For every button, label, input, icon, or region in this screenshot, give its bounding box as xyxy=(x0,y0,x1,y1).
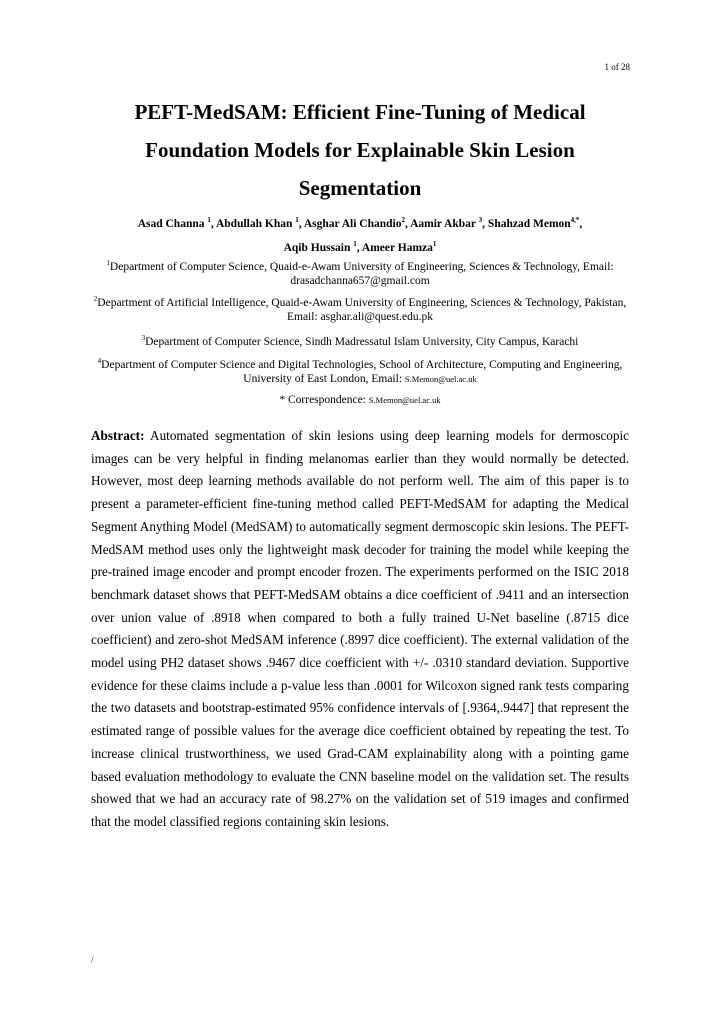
footer-mark: / xyxy=(91,955,94,965)
author: Aqib Hussain $^1$, xyxy=(283,239,362,254)
affiliation: $^1$Department of Computer Science, Quaid-e-Awam University of Engineering, Sciences & Technology, Email: drasadchanna657@gmail.com xyxy=(106,259,614,287)
author: Asghar Ali Chandio$^2$, xyxy=(303,216,411,230)
affiliation: $^2$Department of Artificial Intelligence, Quaid-e-Awam University of Engineering, Sciences & Technology, Pakistan, Email: asghar.ali@quest.edu.pk xyxy=(93,295,627,323)
abstract xyxy=(91,425,629,834)
email-link[interactable]: S.Memon@uel.ac.uk xyxy=(368,395,441,405)
author: Aamir Akbar $^3$, xyxy=(410,216,488,230)
affiliation: $^4$Department of Computer Science and Digital Technologies, School of Architecture, Computing and Engineering, University of East London, Email: S.Memon@uel.ac.uk xyxy=(97,357,623,385)
author: Shahzad Memon$^{4,*}$, xyxy=(487,216,583,230)
correspondence: * Correspondence: S.Memon@uel.ac.uk xyxy=(279,394,441,406)
author: Ameer Hamza$^1$ xyxy=(361,239,437,254)
author: Asad Channa $^1$, xyxy=(137,216,216,230)
page-number: 1 of 28 xyxy=(604,62,630,72)
email-link[interactable]: S.Memon@uel.ac.uk xyxy=(404,373,477,384)
author-list xyxy=(90,210,630,258)
abstract-text: Automated segmentation of skin lesions using deep learning models for dermoscopic images can be very helpful in finding melanomas earlier than they would normally be detected. However, most deep learning methods available do not perform well. The aim of this paper is to present a parameter-efficient fine-tuning method called PEFT-MedSAM for adapting the Medical Segment Anything Model (MedSAM) to automatically segment dermoscopic skin lesions. The PEFT-MedSAM method uses only the lightweight mask decoder for training the model while keeping the pre-trained image encoder and prompt encoder frozen. The experiments performed on the ISIC 2018 benchmark dataset shows that PEFT-MedSAM obtains a dice coefficient of .9411 and an intersection over union value of .8918 when compared to both a fully trained U-Net baseline (.8715 dice coefficient) and zero-shot MedSAM inference (.8997 dice coefficient). The external validation of the model using PH2 dataset shows .9467 dice coefficient with +/- .0310 standard deviation. Supportive evidence for these claims include a p-value less than .0001 for Wilcoxon signed rank tests comparing the two datasets and bootstrap-estimated 95% confidence intervals of [.9364,.9447] that represent the estimated range of possible values for the average dice coefficient obtained by repeating the test. To increase clinical trustworthiness, we used Grad-CAM explainability along with a pointing game based evaluation methodology to evaluate the CNN baseline model on the validation set. The results showed that we had an accuracy rate of 98.27% on the validation set of 519 images and confirmed that the model classified regions containing skin lesions. xyxy=(91,428,630,829)
affiliation: $^3$Department of Computer Science, Sindh Madressatul Islam University, City Campus, Karachi xyxy=(141,334,579,348)
author: Abdullah Khan $^1$, xyxy=(215,216,304,230)
paper-title: PEFT-MedSAM: Efficient Fine-Tuning of Medical Foundation Models for Explainable Skin Lesion Segmentation xyxy=(134,100,586,200)
abstract-label: Abstract: xyxy=(91,428,145,443)
